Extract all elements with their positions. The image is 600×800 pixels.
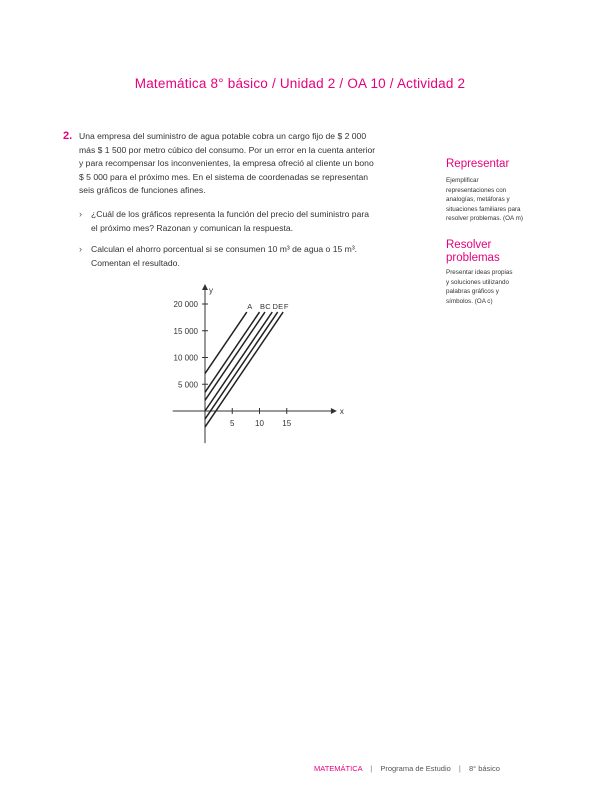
- series-line-f: [205, 312, 283, 427]
- chevron-right-icon: ›: [79, 244, 82, 254]
- series-label-d: D: [272, 302, 278, 312]
- series-line-d: [205, 312, 272, 411]
- x-axis-label: x: [339, 407, 344, 416]
- y-axis-label: y: [209, 286, 213, 295]
- y-tick-label: 15 000: [173, 326, 198, 336]
- series-label-c: C: [265, 302, 271, 312]
- sidebar-line: resolver problemas. (OA m): [446, 215, 523, 223]
- x-axis-arrow-icon: [331, 408, 337, 414]
- sidebar-line: analogías, metáforas y: [446, 196, 510, 204]
- sidebar-heading-line: problemas: [446, 252, 500, 264]
- footer-grade: 8° básico: [468, 764, 500, 773]
- function-graph-chart: [160, 276, 350, 456]
- footer-separator: |: [458, 764, 461, 773]
- footer-program: Programa de Estudio: [380, 764, 451, 773]
- sidebar-line: palabras gráficos y: [446, 288, 499, 296]
- sidebar-line: representaciones con: [446, 186, 507, 194]
- footer-separator: |: [370, 764, 373, 773]
- x-tick-label: 15: [282, 419, 292, 428]
- bullet-line: el próximo mes? Razonan y comunican la respuesta.: [91, 222, 294, 233]
- page-title: Matemática 8° básico / Unidad 2 / OA 10 / Actividad 2: [134, 76, 466, 91]
- series-label-a: A: [247, 302, 253, 312]
- problem-number: 2.: [63, 130, 73, 142]
- sidebar-text-resolver-problemas: [446, 268, 546, 306]
- problem-line: $ 5 000 para el próximo mes. En el sistema de coordenadas se representan: [79, 171, 369, 182]
- bullet-line: Comentan el resultado.: [91, 257, 180, 268]
- problem-statement: [79, 130, 424, 198]
- sidebar-heading-line: Representar: [446, 158, 510, 170]
- bullet-line: Calculan el ahorro porcentual si se consumen 10 m³ de agua o 15 m³.: [91, 244, 358, 254]
- problem-line: Una empresa del suministro de agua potable cobra un cargo fijo de $ 2 000: [79, 131, 367, 141]
- x-tick-label: 5: [230, 419, 235, 428]
- series-label-f: F: [283, 302, 289, 312]
- sidebar-line: símbolos. (OA c): [446, 297, 493, 305]
- chevron-right-icon: ›: [79, 209, 82, 219]
- footer-subject: MATEMÁTICA: [314, 764, 363, 773]
- series-label-e: E: [278, 302, 284, 312]
- series-line-a: [205, 312, 247, 374]
- footer: [314, 764, 500, 773]
- bullet-line: ¿Cuál de los gráficos representa la función del precio del suministro para: [91, 209, 370, 219]
- sidebar-line: situaciones familiares para: [446, 205, 521, 213]
- y-tick-label: 20 000: [173, 300, 198, 309]
- problem-line: y para recompensar los inconvenientes, la empresa ofreció al cliente un bono: [79, 158, 374, 169]
- y-axis-arrow-icon: [202, 284, 208, 290]
- x-tick-label: 10: [255, 419, 264, 428]
- series-label-b: B: [259, 302, 266, 312]
- y-tick-label: 10 000: [173, 353, 198, 363]
- y-tick-label: 5 000: [177, 380, 198, 390]
- series-line-e: [205, 312, 278, 419]
- problem-line: más $ 1 500 por metro cúbico del consumo. Por un error en la cuenta anterior: [79, 144, 376, 155]
- sidebar-text-representar: [446, 176, 546, 224]
- sidebar-heading-representar: [446, 158, 509, 171]
- sidebar-heading-line: Resolver: [446, 239, 492, 251]
- problem-line: seis gráficos de funciones afines.: [79, 185, 206, 196]
- sidebar-line: y soluciones utilizando: [446, 278, 510, 286]
- sidebar-line: Ejemplificar: [446, 177, 479, 184]
- series-line-b: [205, 312, 260, 392]
- series-line-c: [205, 312, 265, 400]
- sidebar-line: Presentar ideas propias: [446, 269, 513, 276]
- sidebar-heading-resolver-problemas: [446, 239, 500, 265]
